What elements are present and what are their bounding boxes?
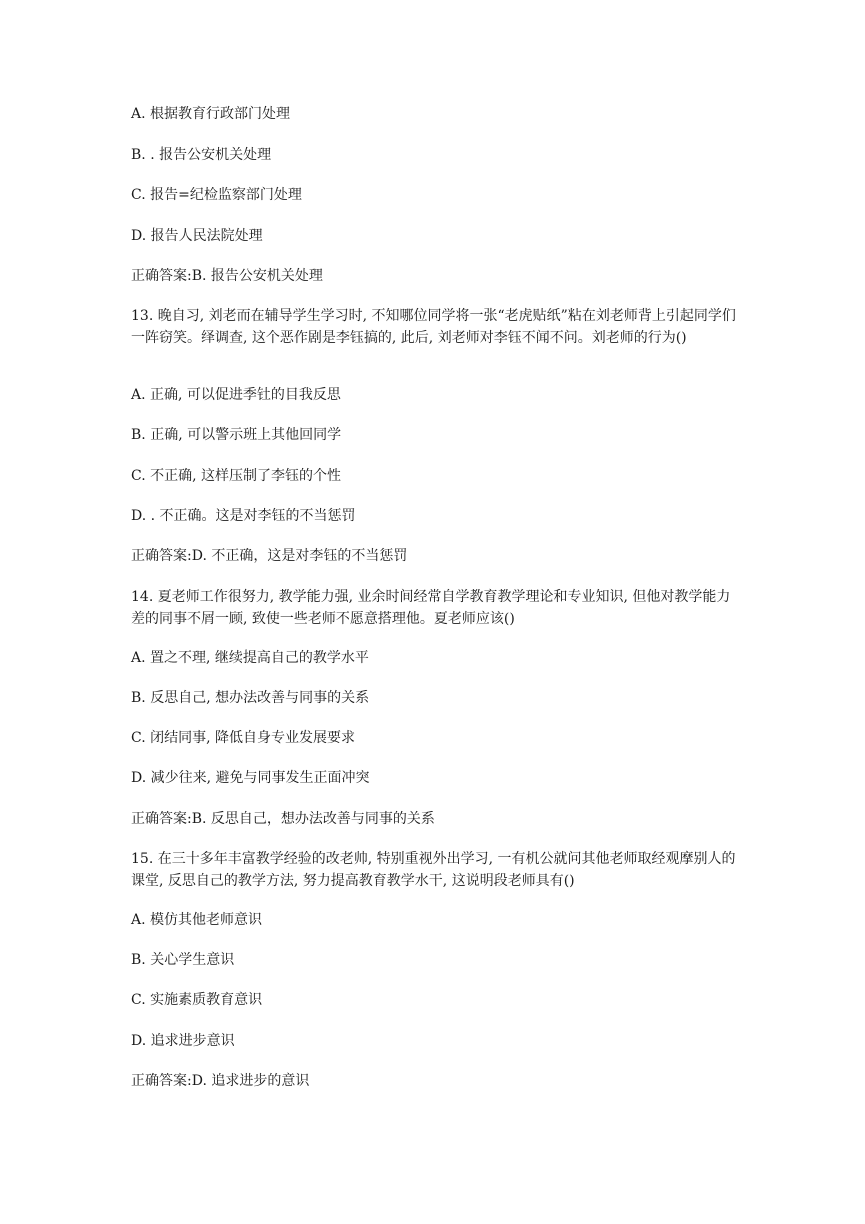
q14-question: 14. 夏老师工作很努力, 教学能力强, 业余时间经常自学教育教学理论和专业知识, 但他对教学能力差的同事不屑一顾, 致使一些老师不愿意搭理他。夏老师应该(): [131, 589, 731, 627]
q15-question: 15. 在三十多年丰富教学经验的改老帅, 特别重视外出学习, 一有机公就问其他老师取经观摩别人的课堂, 反思自己的教学方法, 努力提高教育教学水干, 这说明段老师具有(): [131, 851, 736, 889]
q13-option-d: D. . 不正确。这是对李钰的不当惩罚: [131, 508, 356, 524]
q15-option-b: B. 关心学生意识: [131, 952, 235, 968]
q12-option-a: A. 根据教育行政部门处理: [131, 106, 291, 122]
q15-option-d: D. 追求进步意识: [131, 1033, 235, 1049]
q15-option-c: C. 实施素质教育意识: [131, 992, 263, 1008]
q14-option-c: C. 闭结同事, 降低自身专业发展要求: [131, 730, 356, 746]
q12-answer: 正确答案:B. 报告公安机关处理: [131, 268, 323, 284]
q13-question: 13. 晚自习, 刘老而在辅导学生学习时, 不知哪位同学将一张“老虎贴纸”粘在刘老师背上引起同学们一阵窃笑。绎调查, 这个恶作剧是李钰搞的, 此后, 刘老师对李钰不闻不问。刘老师的行为(): [131, 308, 736, 346]
q14-option-b: B. 反思自己, 想办法改善与同事的关系: [131, 690, 370, 706]
q14-answer: 正确答案:B. 反思自己，想办法改善与同事的关系: [131, 811, 435, 827]
q12-option-c: C. 报告=纪检监察部门处理: [131, 187, 302, 203]
q13-answer: 正确答案:D. 不正确，这是对李钰的不当惩罚: [131, 548, 408, 564]
q12-option-b: B. . 报告公安机关处理: [131, 147, 272, 163]
q15-answer: 正确答案:D. 追求进步的意识: [131, 1073, 310, 1089]
q13-option-a: A. 正确, 可以促进季钍的目我反思: [131, 387, 341, 403]
q14-option-a: A. 置之不理, 继续提高自己的教学水平: [131, 650, 369, 666]
q14-option-d: D. 减少往来, 避免与同事发生正面冲突: [131, 770, 370, 786]
q13-option-c: C. 不正确, 这样压制了李钰的个性: [131, 468, 342, 484]
q12-option-d: D. 报告人民法院处理: [131, 228, 263, 244]
q13-option-b: B. 正确, 可以警示班上其他回同学: [131, 427, 342, 443]
q15-option-a: A. 模仿其他老师意识: [131, 912, 263, 928]
